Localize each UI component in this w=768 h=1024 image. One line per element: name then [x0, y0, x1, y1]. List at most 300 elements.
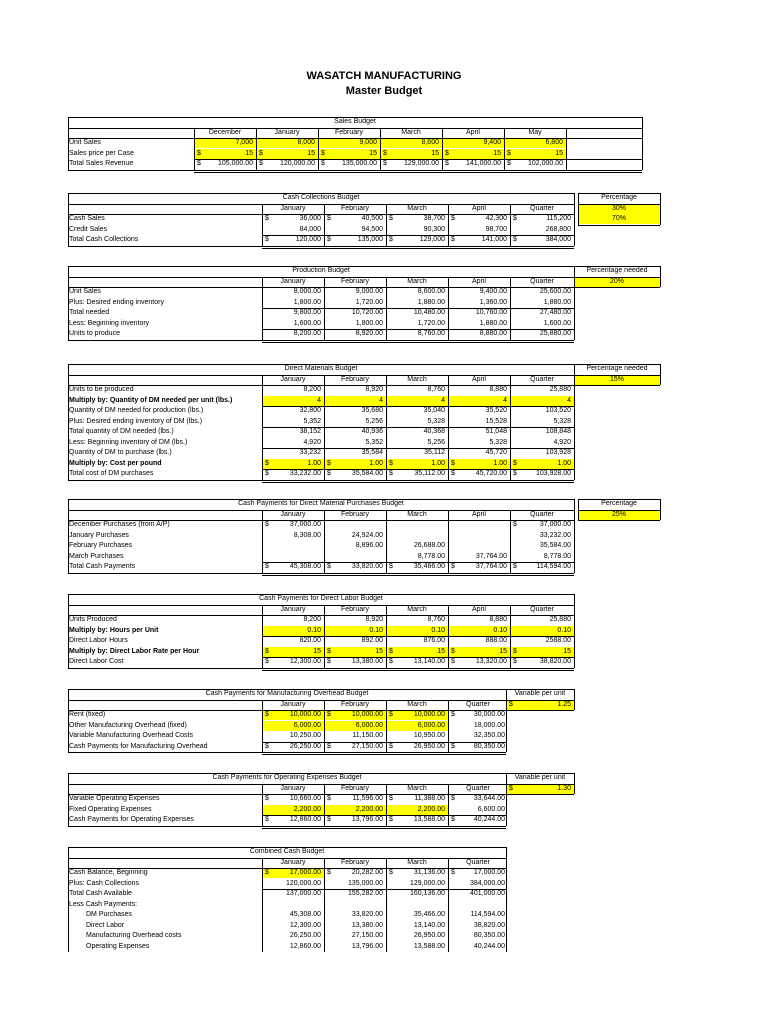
column-header: Quarter — [530, 510, 554, 518]
subtotal-rule — [262, 406, 574, 407]
budget-cell — [448, 406, 510, 416]
budget-cell — [510, 657, 574, 667]
dollar-sign: $ — [513, 459, 517, 467]
budget-cell — [324, 287, 386, 297]
column-divider — [504, 128, 505, 170]
column-divider — [510, 510, 511, 573]
budget-cell — [262, 900, 324, 910]
table-border — [68, 385, 574, 386]
cell-value: 384,000.00 — [469, 879, 505, 887]
budget-cell — [510, 615, 574, 625]
cell-value: 8,896.00 — [355, 542, 383, 549]
cell-value: 33,232.00 — [289, 470, 321, 477]
cell-value: 1,360.00 — [479, 298, 507, 306]
cell-value: 6,000.00 — [355, 721, 383, 729]
cell-value: 6,000.00 — [293, 721, 321, 729]
column-header: April — [471, 277, 486, 285]
cell-value: 103,928 — [545, 449, 571, 456]
budget-cell — [510, 385, 574, 395]
dollar-sign: $ — [451, 816, 455, 823]
cell-value: 35,466.00 — [413, 563, 445, 570]
dollar-sign: $ — [513, 563, 517, 570]
cell-value: 8,308.00 — [293, 531, 321, 539]
cell-value: 8,200 — [303, 616, 321, 623]
cell-value: 0.10 — [369, 626, 383, 634]
column-divider — [566, 128, 567, 170]
cell-value: 876.00 — [423, 637, 445, 644]
row-label: Direct Labor — [86, 921, 125, 929]
cell-value: 4,920 — [553, 438, 571, 446]
cell-value: 4 — [503, 396, 507, 404]
budget-cell — [194, 138, 256, 148]
column-header: Quarter — [530, 375, 554, 383]
column-divider — [324, 858, 325, 953]
budget-cell — [510, 448, 574, 458]
budget-cell — [324, 721, 386, 731]
cell-value: 1,720.00 — [355, 298, 383, 306]
row-label: Fixed Operating Expenses — [69, 805, 152, 813]
total-rule — [262, 482, 574, 483]
table-border — [68, 193, 574, 194]
column-divider — [442, 128, 443, 170]
budget-cell — [448, 459, 510, 469]
cell-value: 37,000.00 — [539, 521, 571, 528]
dollar-sign: $ — [265, 869, 269, 876]
budget-cell — [194, 159, 256, 169]
side-box-border — [506, 689, 574, 690]
dollar-sign: $ — [451, 459, 455, 467]
dollar-sign: $ — [265, 816, 269, 823]
cell-value: 4 — [441, 396, 445, 404]
budget-cell — [262, 710, 324, 720]
budget-cell — [324, 298, 386, 308]
budget-cell — [510, 308, 574, 318]
cell-value: 26,688.00 — [413, 542, 445, 549]
budget-cell — [448, 657, 510, 667]
row-label: Unit Sales — [69, 139, 101, 146]
dollar-sign: $ — [327, 658, 331, 665]
dollar-sign: $ — [389, 470, 393, 477]
table-border — [68, 117, 642, 118]
side-box-border — [574, 277, 660, 278]
cell-value: 36,000 — [299, 215, 321, 222]
budget-cell — [386, 636, 448, 646]
subtotal-rule — [262, 448, 574, 449]
cell-value: 15 — [375, 647, 383, 655]
column-divider — [68, 193, 69, 246]
side-box-border — [574, 375, 660, 376]
cell-value: 30,000.00 — [473, 711, 505, 718]
table-border — [68, 605, 574, 606]
dollar-sign: $ — [265, 742, 269, 750]
table-border — [68, 480, 574, 481]
row-label: Total cost of DM purchases — [69, 470, 154, 477]
cell-value: 32,350.00 — [473, 732, 505, 739]
table-border — [68, 340, 574, 341]
section-title: Cash Payments for Operating Expenses Budget — [212, 774, 362, 781]
budget-cell — [386, 459, 448, 469]
column-divider — [660, 193, 661, 225]
budget-cell — [324, 427, 386, 437]
budget-cell — [448, 921, 508, 931]
budget-cell — [448, 731, 508, 741]
cell-value: 24,924.00 — [351, 531, 383, 539]
budget-cell — [324, 541, 386, 551]
budget-cell — [386, 308, 448, 318]
column-divider — [574, 773, 575, 794]
budget-cell — [324, 308, 386, 318]
row-label: Operating Expenses — [86, 942, 150, 950]
cell-value: 1,880.00 — [543, 298, 571, 306]
budget-cell — [510, 427, 574, 437]
dollar-sign: $ — [259, 149, 263, 157]
dollar-sign: $ — [451, 658, 455, 665]
side-box-header: Percentage needed — [586, 267, 648, 274]
column-divider — [386, 700, 387, 753]
budget-cell — [448, 448, 510, 458]
cell-value: 1,800.00 — [293, 298, 321, 306]
column-divider — [386, 605, 387, 668]
cell-value: 40,244.00 — [473, 942, 505, 950]
budget-cell — [510, 406, 574, 416]
budget-cell — [380, 159, 442, 169]
budget-cell — [510, 636, 574, 646]
dollar-sign: $ — [259, 160, 263, 167]
dollar-sign: $ — [513, 647, 517, 655]
subtotal-rule — [262, 636, 574, 637]
cell-value: 12,860.00 — [289, 816, 321, 823]
cell-value: 1.00 — [307, 459, 321, 467]
budget-cell — [386, 921, 448, 931]
column-divider — [506, 773, 507, 794]
cell-value: 1.25 — [557, 700, 571, 708]
cell-value: 25,880.00 — [539, 330, 571, 337]
column-divider — [578, 193, 579, 225]
column-header: May — [528, 128, 542, 136]
side-box-border — [578, 499, 660, 500]
column-divider — [448, 375, 449, 480]
column-divider — [324, 277, 325, 340]
table-border — [68, 752, 506, 753]
subtotal-rule — [262, 308, 574, 309]
side-box-header: Percentage needed — [586, 365, 648, 372]
budget-cell — [262, 287, 324, 297]
dollar-sign: $ — [513, 521, 517, 528]
cell-value: 13,380.00 — [351, 658, 383, 665]
dollar-sign: $ — [389, 563, 393, 570]
budget-cell — [262, 868, 324, 878]
cell-value: 27,480.00 — [539, 309, 571, 316]
cell-value: 105,000.00 — [217, 160, 253, 167]
side-box-border — [506, 773, 574, 774]
cell-value: 8,600.00 — [417, 288, 445, 295]
budget-cell — [448, 931, 508, 941]
column-header: January — [280, 277, 306, 285]
row-label: Cash Balance, Beginning — [69, 869, 148, 876]
table-border — [68, 364, 574, 365]
budget-cell — [510, 319, 574, 329]
budget-cell — [448, 868, 508, 878]
budget-cell — [324, 438, 386, 448]
side-box-border — [578, 225, 660, 226]
budget-cell — [324, 329, 386, 339]
column-divider — [380, 128, 381, 170]
column-header: January — [280, 700, 306, 708]
budget-cell — [262, 942, 324, 952]
dollar-sign: $ — [389, 711, 393, 718]
budget-cell — [510, 225, 574, 235]
column-divider — [660, 499, 661, 520]
column-divider — [574, 499, 575, 573]
budget-cell — [262, 319, 324, 329]
cell-value: 35,584.00 — [351, 470, 383, 477]
column-divider — [642, 117, 643, 170]
dollar-sign: $ — [265, 521, 269, 528]
budget-cell — [386, 541, 448, 551]
column-divider — [324, 204, 325, 246]
budget-cell — [324, 520, 386, 530]
budget-cell — [386, 298, 448, 308]
budget-cell — [386, 647, 448, 657]
row-label: Manufacturing Overhead costs — [86, 932, 182, 939]
budget-cell — [324, 805, 386, 815]
total-rule — [194, 172, 642, 173]
cell-value: 0.10 — [431, 626, 445, 634]
cell-value: 15 — [563, 647, 571, 655]
cell-value: 108,848 — [545, 428, 571, 435]
column-divider — [448, 204, 449, 246]
budget-cell — [510, 329, 574, 339]
table-border — [68, 858, 506, 859]
dollar-sign: $ — [327, 215, 331, 222]
dollar-sign: $ — [265, 795, 269, 802]
dollar-sign: $ — [327, 711, 331, 718]
dollar-sign: $ — [507, 149, 511, 157]
column-divider — [578, 499, 579, 520]
dollar-sign: $ — [389, 795, 393, 802]
cell-value: 80,350.00 — [473, 932, 505, 939]
budget-cell — [262, 225, 324, 235]
budget-cell — [324, 657, 386, 667]
cell-value: 129,000 — [419, 236, 445, 243]
budget-cell — [324, 417, 386, 427]
side-box-border — [574, 385, 660, 386]
table-border — [68, 128, 642, 129]
table-border — [68, 510, 574, 511]
budget-cell — [262, 235, 324, 245]
cell-value: 10,000.00 — [289, 711, 321, 718]
budget-cell — [324, 552, 386, 562]
budget-cell — [262, 531, 324, 541]
budget-cell — [324, 319, 386, 329]
cell-value: 8,778.00 — [417, 552, 445, 560]
cell-value: 98,700 — [485, 225, 507, 233]
cell-value: 8,920 — [365, 386, 383, 393]
cell-value: 7,000 — [235, 139, 253, 146]
dollar-sign: $ — [327, 742, 331, 750]
column-divider — [574, 193, 575, 246]
budget-cell — [510, 552, 574, 562]
budget-cell — [324, 469, 386, 479]
cell-value: 26,950.00 — [413, 932, 445, 939]
budget-cell — [262, 910, 324, 920]
budget-cell — [324, 531, 386, 541]
total-rule — [262, 828, 506, 829]
cell-value: 11,596.00 — [352, 795, 383, 802]
budget-cell — [448, 942, 508, 952]
row-label: January Purchases — [69, 531, 129, 539]
total-rule — [262, 342, 574, 343]
cell-value: 1,880.00 — [479, 319, 507, 327]
budget-cell — [448, 889, 508, 899]
dollar-sign: $ — [327, 795, 331, 802]
cell-value: 15 — [555, 149, 563, 157]
budget-cell — [324, 742, 386, 752]
cell-value: 0.10 — [493, 626, 507, 634]
column-divider — [262, 204, 263, 246]
side-box-border — [506, 700, 574, 701]
cell-value: 8,880 — [489, 386, 507, 393]
cell-value: 38,152 — [299, 428, 321, 435]
dollar-sign: $ — [265, 215, 269, 222]
column-header: March — [407, 510, 427, 518]
column-divider — [262, 605, 263, 668]
cell-value: 45,720.00 — [475, 470, 507, 477]
budget-cell — [386, 626, 448, 636]
side-box-border — [506, 784, 574, 785]
cell-value: 8,760.00 — [417, 330, 445, 337]
dollar-sign: $ — [389, 816, 393, 823]
cell-value: 15 — [499, 647, 507, 655]
budget-cell — [386, 889, 448, 899]
subtotal-rule — [262, 427, 574, 428]
budget-cell — [386, 319, 448, 329]
column-divider — [324, 700, 325, 753]
budget-cell — [262, 448, 324, 458]
cell-value: 5,328 — [489, 438, 507, 446]
budget-cell — [262, 731, 324, 741]
budget-cell — [510, 541, 574, 551]
column-divider — [660, 266, 661, 287]
dollar-sign: $ — [383, 160, 387, 167]
cell-value: 13,140.00 — [413, 921, 445, 929]
column-divider — [68, 117, 69, 170]
cell-value: 25% — [611, 510, 626, 518]
budget-cell — [386, 329, 448, 339]
cell-value: 129,000.00 — [403, 160, 439, 167]
budget-cell — [262, 805, 324, 815]
dollar-sign: $ — [451, 742, 455, 750]
budget-cell — [324, 626, 386, 636]
cell-value: 120,000 — [295, 236, 321, 243]
column-divider — [448, 700, 449, 753]
budget-cell — [324, 815, 386, 825]
side-box-value — [574, 375, 660, 385]
cell-value: 8,920.00 — [355, 330, 383, 337]
budget-cell — [510, 626, 574, 636]
cell-value: 135,000 — [357, 236, 383, 243]
cell-value: 12,300.00 — [289, 921, 321, 929]
column-header: January — [274, 128, 300, 136]
budget-cell — [448, 710, 508, 720]
budget-cell — [386, 562, 448, 572]
side-box-border — [506, 794, 574, 795]
budget-cell — [448, 438, 510, 448]
column-header: February — [340, 605, 369, 613]
column-divider — [68, 773, 69, 826]
column-divider — [510, 605, 511, 668]
budget-cell — [448, 562, 510, 572]
cell-value: 40,936 — [361, 428, 383, 435]
section-title: Direct Materials Budget — [284, 365, 358, 372]
dollar-sign: $ — [451, 869, 455, 876]
budget-cell — [448, 427, 510, 437]
column-divider — [324, 510, 325, 573]
budget-cell — [324, 235, 386, 245]
budget-cell — [386, 900, 448, 910]
column-header: Quarter — [466, 858, 490, 866]
column-divider — [386, 784, 387, 826]
cell-value: 13,796.00 — [351, 816, 383, 823]
column-header: January — [280, 605, 306, 613]
budget-cell — [324, 448, 386, 458]
cell-value: 10,000.00 — [413, 711, 445, 718]
budget-cell — [262, 794, 324, 804]
dollar-sign: $ — [509, 700, 513, 708]
budget-cell — [448, 385, 510, 395]
cell-value: 8,200.00 — [293, 330, 321, 337]
section-title: Cash Collections Budget — [282, 194, 360, 201]
column-header: December — [208, 128, 242, 136]
budget-cell — [324, 636, 386, 646]
column-header: February — [340, 204, 369, 212]
column-header: January — [280, 784, 306, 792]
cell-value: 40,368 — [423, 428, 445, 435]
subtotal-rule — [262, 657, 574, 658]
column-header: February — [340, 277, 369, 285]
side-box-border — [574, 364, 660, 365]
cell-value: 8,600 — [421, 139, 439, 146]
column-header: February — [340, 510, 369, 518]
budget-cell — [448, 225, 510, 235]
table-border — [68, 246, 574, 247]
budget-cell — [448, 396, 510, 406]
budget-cell — [386, 385, 448, 395]
budget-cell — [386, 931, 448, 941]
budget-cell — [386, 417, 448, 427]
budget-cell — [442, 159, 504, 169]
column-divider — [194, 128, 195, 170]
column-header: Quarter — [530, 277, 554, 285]
subtotal-rule — [262, 742, 506, 743]
cell-value: 8,000.00 — [293, 288, 321, 295]
budget-cell — [510, 469, 574, 479]
column-divider — [68, 847, 69, 952]
column-header: April — [471, 204, 486, 212]
row-label: Other Manufacturing Overhead (fixed) — [69, 721, 187, 729]
cell-value: 4 — [379, 396, 383, 404]
budget-cell — [324, 900, 386, 910]
cell-value: 4,920 — [303, 438, 321, 446]
row-label: Plus: Desired ending inventory — [69, 298, 164, 306]
cell-value: 35,520 — [485, 407, 507, 414]
table-border — [68, 689, 506, 690]
budget-cell — [262, 615, 324, 625]
column-header: Quarter — [530, 204, 554, 212]
cell-value: 25,880 — [549, 616, 571, 623]
cell-value: 15 — [313, 647, 321, 655]
budget-cell — [324, 731, 386, 741]
